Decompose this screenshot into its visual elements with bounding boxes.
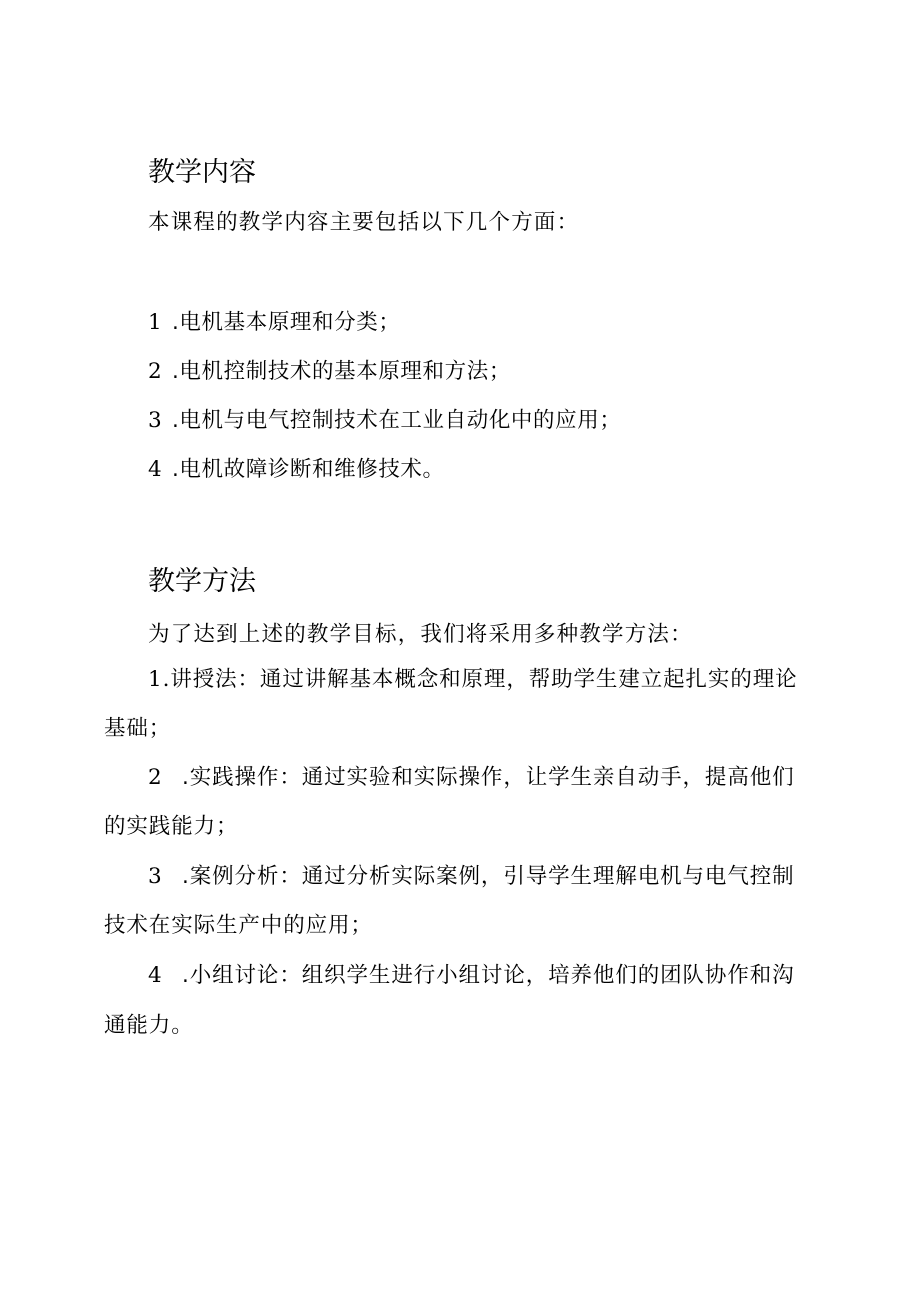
method-item-3-continuation: 技术在实际生产中的应用；	[104, 913, 373, 938]
method-item-3-number: 3	[148, 864, 163, 889]
content-heading: 教学内容	[148, 157, 256, 188]
content-item-1-number: 1	[148, 310, 162, 335]
method-item-3-text: .案例分析：通过分析实际案例，引导学生理解电机与电气控制	[182, 864, 795, 889]
content-item-2	[148, 357, 511, 387]
method-item-1	[148, 665, 798, 695]
method-item-4-text: .小组讨论：组织学生进行小组讨论，培养他们的团队协作和沟	[182, 963, 795, 988]
content-item-1	[148, 308, 400, 338]
content-item-2-text: .电机控制技术的基本原理和方法；	[172, 359, 511, 384]
method-item-3	[148, 862, 795, 892]
method-item-2-continuation: 的实践能力；	[104, 814, 239, 839]
method-item-1-text: 讲授法：通过讲解基本概念和原理，帮助学生建立起扎实的理论	[170, 667, 798, 692]
content-item-3-number: 3	[148, 408, 162, 433]
content-item-3	[148, 406, 621, 436]
content-item-4	[148, 455, 445, 485]
content-item-2-number: 2	[148, 359, 162, 384]
method-item-2-number: 2	[148, 765, 163, 790]
method-intro: 为了达到上述的教学目标，我们将采用多种教学方法：	[148, 622, 693, 647]
method-item-4-continuation: 通能力。	[104, 1013, 194, 1038]
method-item-1-continuation: 基础；	[104, 716, 172, 741]
method-heading: 教学方法	[148, 566, 256, 597]
content-item-1-text: .电机基本原理和分类；	[172, 310, 401, 335]
method-item-1-number: 1.	[148, 667, 171, 692]
content-item-3-text: .电机与电气控制技术在工业自动化中的应用；	[172, 408, 622, 433]
method-item-2	[148, 763, 795, 793]
content-item-4-text: .电机故障诊断和维修技术。	[172, 457, 445, 482]
content-intro: 本课程的教学内容主要包括以下几个方面：	[148, 210, 580, 235]
content-item-4-number: 4	[148, 457, 162, 482]
method-item-2-text: .实践操作：通过实验和实际操作，让学生亲自动手，提高他们	[182, 765, 795, 790]
method-item-4-number: 4	[148, 963, 163, 988]
method-item-4	[148, 961, 795, 991]
